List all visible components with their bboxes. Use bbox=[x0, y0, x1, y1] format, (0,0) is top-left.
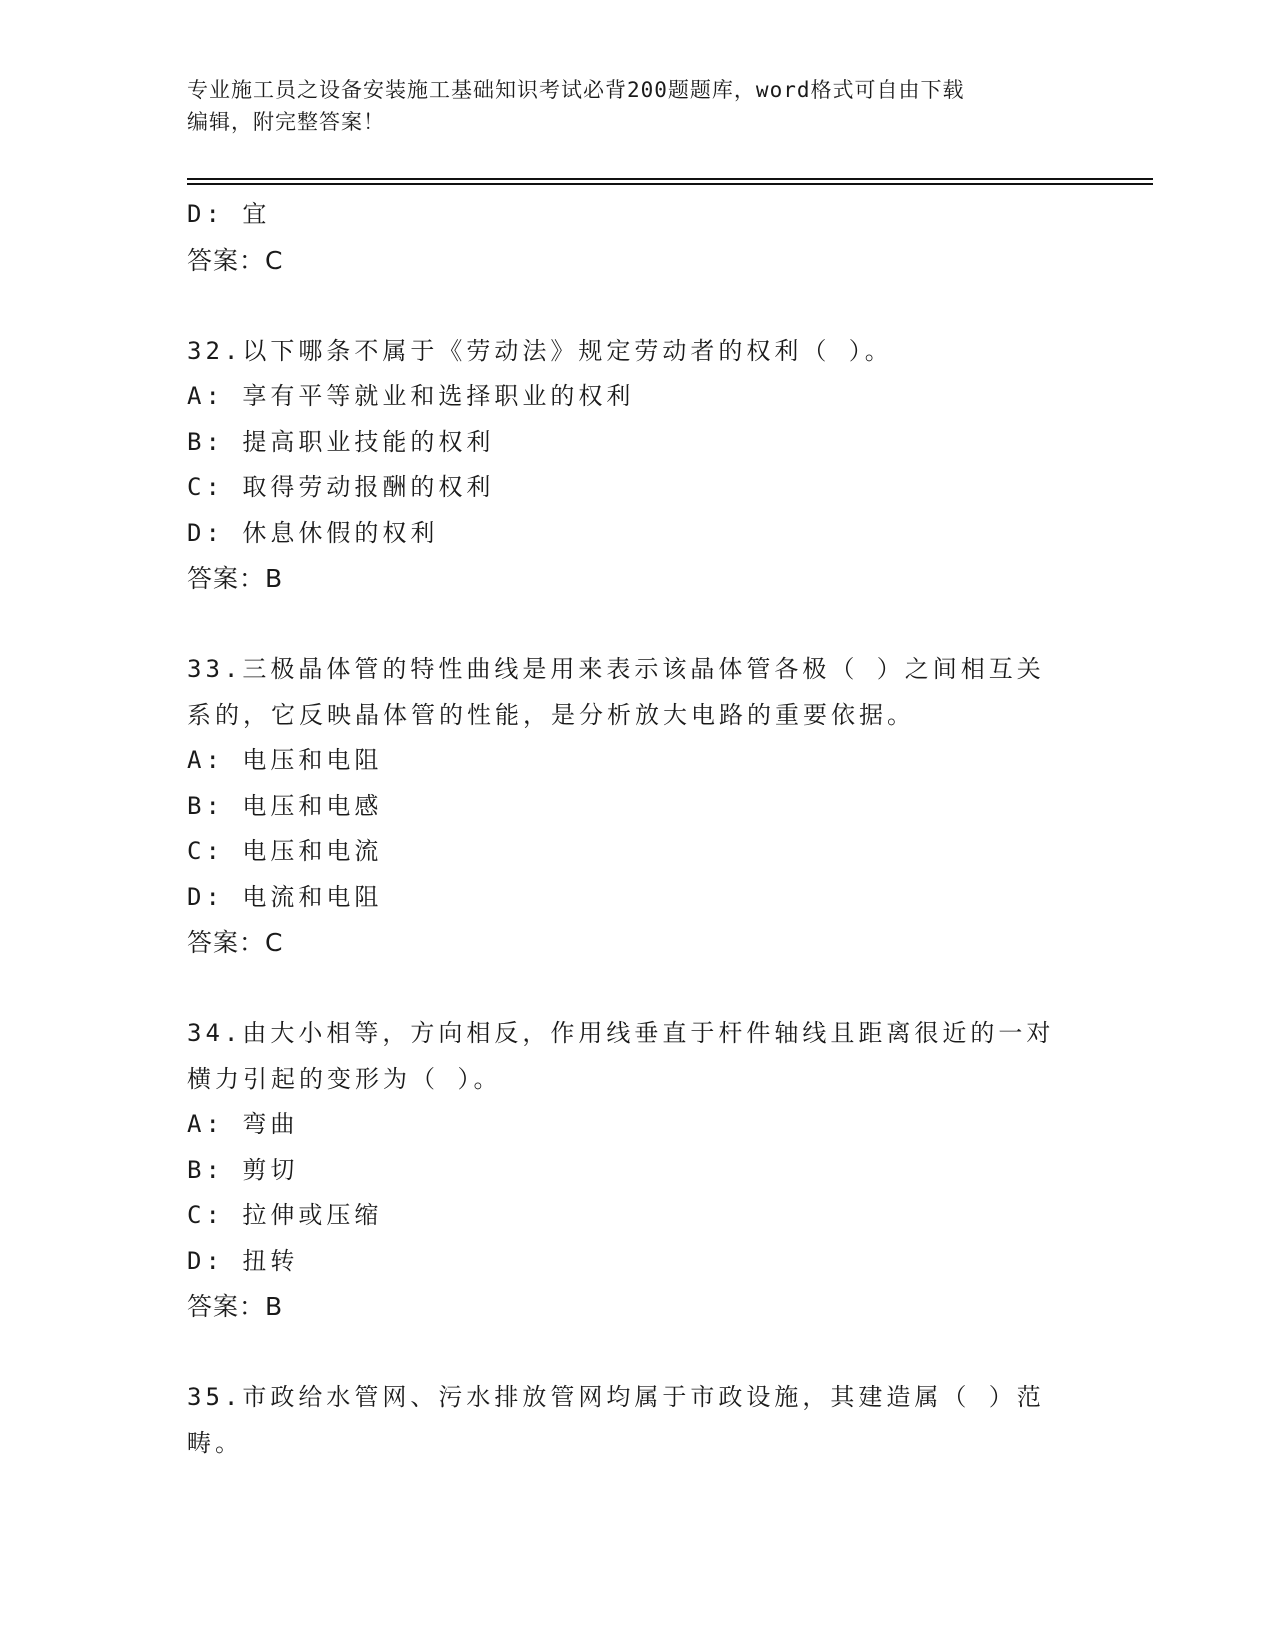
option-d: D: 扭转 bbox=[187, 1246, 299, 1275]
option-d: D: 休息休假的权利 bbox=[187, 518, 439, 547]
option-b: B: 提高职业技能的权利 bbox=[187, 427, 495, 456]
question-stem-continued: 系的，它反映晶体管的性能，是分析放大电路的重要依据。 bbox=[187, 700, 915, 729]
question-35 bbox=[187, 1375, 1087, 1466]
option-b: B: 电压和电感 bbox=[187, 791, 383, 820]
answer-line: 答案：B bbox=[187, 564, 284, 593]
spacer bbox=[187, 602, 1087, 648]
question-stem: 34.由大小相等，方向相反，作用线垂直于杆件轴线且距离很近的一对 bbox=[187, 1019, 1055, 1047]
option-b: B: 剪切 bbox=[187, 1155, 299, 1184]
answer-line: 答案：C bbox=[187, 928, 284, 957]
question-32 bbox=[187, 329, 1087, 602]
question-stem: 32.以下哪条不属于《劳动法》规定劳动者的权利（ ）。 bbox=[187, 336, 893, 365]
answer-line: 答案：C bbox=[187, 245, 284, 275]
header-line-1: 专业施工员之设备安装施工基础知识考试必背200题题库，word格式可自由下载 bbox=[187, 78, 965, 102]
option-a: A: 享有平等就业和选择职业的权利 bbox=[187, 382, 635, 410]
spacer bbox=[187, 283, 1087, 329]
question-stem: 33.三极晶体管的特性曲线是用来表示该晶体管各极（ ）之间相互关 bbox=[187, 655, 1045, 683]
spacer bbox=[187, 966, 1087, 1012]
question-34 bbox=[187, 1011, 1087, 1330]
option-c: C: 拉伸或压缩 bbox=[187, 1201, 383, 1229]
document-header bbox=[187, 74, 1077, 138]
option-a: A: 弯曲 bbox=[187, 1110, 299, 1138]
header-divider-bottom bbox=[187, 183, 1153, 185]
option-d: D: 电流和电阻 bbox=[187, 882, 383, 911]
option-d: D: 宜 bbox=[187, 200, 271, 228]
answer-line: 答案：B bbox=[187, 1292, 284, 1321]
option-c: C: 电压和电流 bbox=[187, 837, 383, 865]
question-list bbox=[187, 192, 1087, 1466]
question-stem: 35.市政给水管网、污水排放管网均属于市政设施，其建造属（ ）范 bbox=[187, 1383, 1045, 1411]
option-a: A: 电压和电阻 bbox=[187, 746, 383, 774]
header-divider-top bbox=[187, 178, 1153, 180]
header-line-2: 编辑，附完整答案！ bbox=[187, 110, 385, 134]
option-c: C: 取得劳动报酬的权利 bbox=[187, 473, 495, 501]
question-33 bbox=[187, 647, 1087, 966]
question-stem-continued: 畴。 bbox=[187, 1428, 243, 1457]
question-stem-continued: 横力引起的变形为（ ）。 bbox=[187, 1064, 502, 1093]
spacer bbox=[187, 1330, 1087, 1376]
